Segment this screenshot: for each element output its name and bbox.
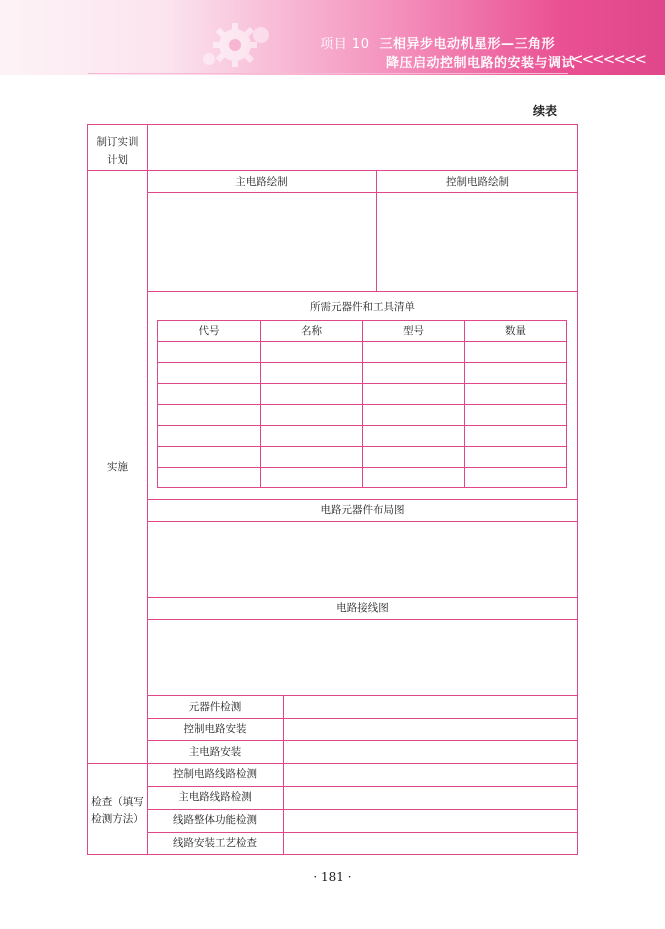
parts-list-title: 所需元器件和工具清单 — [310, 301, 415, 313]
row-divider — [147, 499, 578, 500]
row-divider — [147, 619, 578, 620]
row-divider — [147, 786, 578, 787]
row-divider — [147, 521, 578, 522]
row-divider — [147, 809, 578, 810]
impl-item-main-install: 主电路安装 — [188, 746, 242, 758]
parts-col-code: 代号 — [198, 325, 220, 337]
gear-icon — [195, 15, 275, 75]
header-title-line1: 三相异步电动机星形—三角形 — [379, 37, 555, 52]
control-circuit-label: 控制电路绘制 — [446, 176, 509, 188]
item-column-divider — [283, 695, 284, 855]
row-divider — [147, 740, 578, 741]
continued-label: 续表 — [532, 104, 557, 118]
parts-row-divider — [157, 446, 567, 447]
row-divider — [147, 291, 578, 292]
check-item-control-line: 控制电路线路检测 — [173, 768, 257, 780]
header-divider — [88, 73, 568, 74]
row-divider — [147, 597, 578, 598]
impl-item-control-install: 控制电路安装 — [183, 723, 247, 735]
parts-row-divider — [157, 341, 567, 342]
check-item-main-line: 主电路线路检测 — [178, 791, 252, 803]
row-divider — [87, 170, 578, 171]
parts-col-quantity: 数量 — [505, 325, 526, 337]
project-label: 项目 10 — [320, 37, 370, 52]
parts-col-name: 名称 — [301, 325, 322, 337]
main-circuit-label: 主电路绘制 — [235, 176, 288, 188]
check-item-workmanship: 线路安装工艺检查 — [173, 837, 257, 849]
header-title — [320, 33, 555, 52]
check-row-label: 检查（填写 检测方法） — [91, 796, 144, 825]
parts-row-divider — [157, 362, 567, 363]
row-divider — [147, 695, 578, 696]
layout-diagram-label: 电路元器件布局图 — [320, 504, 405, 516]
parts-row-divider — [157, 467, 567, 468]
impl-row-label: 实施 — [107, 461, 128, 473]
parts-row-divider — [157, 383, 567, 384]
row-divider — [147, 718, 578, 719]
impl-item-component-check: 元器件检测 — [188, 701, 242, 713]
chevron-left-icon: <<<<<<< — [571, 50, 645, 68]
plan-row-label: 制订实训 计划 — [96, 136, 139, 166]
parts-col-model: 型号 — [403, 325, 424, 337]
check-item-overall-function: 线路整体功能检测 — [173, 814, 257, 826]
drawing-header-divider — [147, 192, 578, 193]
page-number: · 181 · — [313, 870, 352, 884]
parts-row-divider — [157, 425, 567, 426]
parts-row-divider — [157, 404, 567, 405]
row-divider — [87, 763, 578, 764]
header-title-line2: 降压启动控制电路的安装与调试 — [385, 56, 575, 71]
row-divider — [147, 832, 578, 833]
wiring-diagram-label: 电路接线图 — [336, 602, 389, 614]
